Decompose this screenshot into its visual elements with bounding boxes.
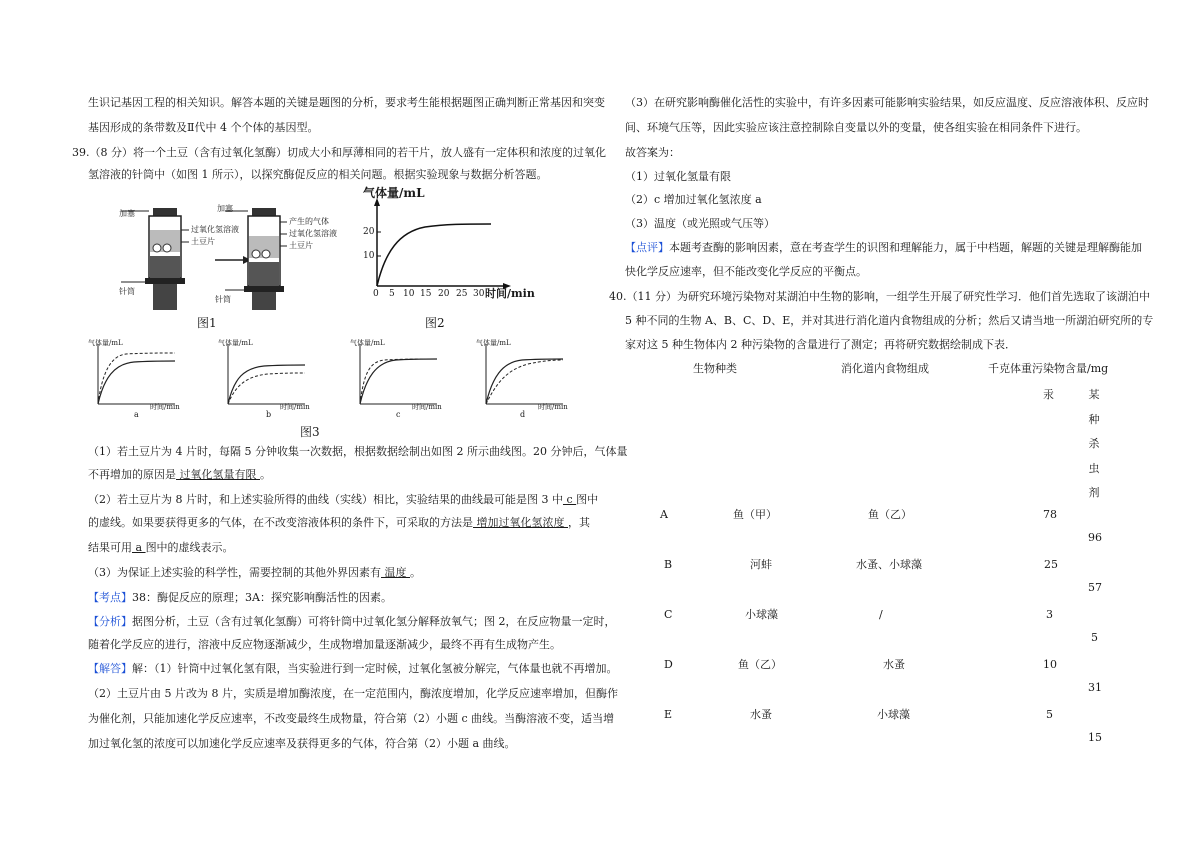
fig2-xtick: 15 [420, 289, 432, 299]
fig2-ytick-10: 10 [363, 251, 375, 261]
fig3-panel-a: a [134, 410, 139, 419]
char: 种 [1088, 412, 1100, 426]
jieda-text: 解：（1）针筒中过氧化氢有限，当实验进行到一定时候，过氧化氢被分解完，气体量也就不再增加。 [132, 662, 618, 675]
part-2b [88, 516, 590, 530]
part-2-text: （2）若土豆片为 8 片时，和上述实验所得的曲线（实线）相比，实验结果的曲线最可能是图 3 中 [88, 493, 563, 506]
jieda [88, 662, 618, 676]
label-potato-2: 土豆片 [289, 241, 313, 250]
fig3-panel-b: b [266, 410, 272, 419]
label-stopper-1: 加塞 [119, 209, 135, 218]
punct: 。 [410, 566, 421, 579]
table-cell-species: 水蚤 [750, 708, 772, 721]
char: 剂 [1088, 486, 1100, 499]
table-cell-pesticide: 57 [1088, 581, 1102, 594]
table-subheader-mercury: 汞 [1043, 388, 1054, 401]
jieda-tag: 【解答】 [88, 662, 132, 675]
part-2 [88, 493, 598, 507]
figure-3-panels [80, 338, 580, 418]
table-header-food: 消化道内食物组成 [841, 362, 929, 375]
fig3-ylabel: 气体量/mL [218, 339, 253, 347]
table-row-id: B [664, 558, 673, 571]
figure-1-caption: 图1 [197, 316, 217, 330]
part-2c-answer: a [132, 541, 146, 554]
table-cell-pesticide: 96 [1088, 531, 1102, 544]
table-subheader-pesticide [1087, 386, 1101, 509]
table-row-id: E [664, 708, 673, 721]
label-syringe-2: 针筒 [215, 295, 231, 304]
table-cell-food: 水蚤、小球藻 [856, 558, 922, 571]
fig3-xlabel: 时间/min [538, 403, 568, 411]
table-header-species: 生物种类 [693, 362, 737, 375]
fig2-ytick-20: 20 [363, 227, 375, 237]
fig3-ylabel: 气体量/mL [88, 339, 123, 347]
part-2b-answer: 增加过氧化氢浓度 [473, 516, 568, 529]
dianping-2: 快化学反应速率，但不能改变化学反应的平衡点。 [625, 265, 867, 278]
figure-2-caption: 图2 [425, 316, 445, 330]
table-cell-pesticide: 15 [1088, 731, 1102, 744]
table-cell-mercury: 5 [1046, 708, 1053, 721]
table-cell-mercury: 25 [1044, 558, 1058, 571]
figure-1-apparatus [115, 200, 355, 315]
label-potato-1: 土豆片 [191, 237, 215, 246]
table-cell-food: / [879, 608, 883, 621]
question-39-stem: 39.（8 分）将一个土豆（含有过氧化氢酶）切成大小和厚薄相同的若干片，放人盛有一定体积和浓度的过氧化 [72, 146, 606, 159]
dianping-tag: 【点评】 [625, 241, 669, 254]
table-header-pollutant: 千克体重污染物含量/mg [988, 362, 1109, 375]
char: 虫 [1088, 461, 1100, 475]
dianping-text: 本题考查酶的影响因素，意在考查学生的识图和理解能力，属于中档题，解题的关键是理解酶能加 [669, 241, 1142, 254]
jieda-3: 为催化剂，只能加速化学反应速率，不改变最终生成物量，符合第（2）小题 c 曲线。当酶溶液不变，适当增 [88, 712, 615, 725]
figure-2-chart [355, 186, 545, 308]
table-cell-species: 鱼（甲） [733, 508, 777, 521]
question-40-stem-2: 5 种不同的生物 A、B、C、D、E，并对其进行消化道内食物组成的分析；然后又请当地一所湖泊研究所的专 [625, 314, 1154, 327]
fig2-xtick: 0 [373, 289, 379, 299]
table-row-id: C [664, 608, 673, 621]
table-cell-species: 河蚌 [750, 558, 772, 571]
fig3-xlabel: 时间/min [412, 403, 442, 411]
text-line: 生识记基因工程的相关知识。解答本题的关键是题图的分析，要求考生能根据题图正确判断正常基因和突变 [88, 96, 605, 109]
text-line: 间、环境气压等，因此实验应该注意控制除自变量以外的变量，使各组实验在相同条件下进行。 [625, 121, 1087, 134]
part-3-answer: 温度 [381, 566, 410, 579]
kaodian-text: 38：酶促反应的原理；3A：探究影响酶活性的因素。 [132, 591, 392, 604]
question-39-stem-2: 氢溶液的针筒中（如图 1 所示），以探究酶促反应的相关问题。根据实验现象与数据分析答题。 [88, 168, 548, 181]
fig2-xtick: 20 [438, 289, 450, 299]
table-cell-food: 水蚤 [883, 658, 905, 671]
answer-heading: 故答案为： [625, 146, 680, 159]
part-2c-text: 结果可用 [88, 541, 132, 554]
part-1-answer: 过氧化氢量有限 [176, 468, 260, 481]
table-cell-pesticide: 5 [1091, 631, 1098, 644]
text-line: 基因形成的条带数及Ⅱ代中 4 个个体的基因型。 [88, 121, 319, 134]
char: 杀 [1088, 437, 1100, 450]
table-cell-species: 小球藻 [745, 608, 778, 621]
fig2-ylabel: 气体量/mL [363, 186, 425, 200]
part-2c [88, 541, 234, 555]
fenxi-text: 据图分析，土豆（含有过氧化氢酶）可将针筒中过氧化氢分解释放氧气；图 2，在反应物量一定时， [132, 615, 616, 628]
question-40-stem: 40.（11 分）为研究环境污染物对某湖泊中生物的影响，一组学生开展了研究性学习．他们首先选取了该湖泊中 [609, 290, 1150, 303]
table-cell-species: 鱼（乙） [738, 658, 782, 671]
table-row-id: D [664, 658, 673, 671]
table-cell-food: 小球藻 [877, 708, 910, 721]
part-2-answer: c [562, 493, 577, 506]
label-stopper-2: 加塞 [217, 204, 233, 213]
fenxi-tag: 【分析】 [88, 615, 132, 628]
fig2-xtick: 25 [456, 289, 468, 299]
table-cell-pesticide: 31 [1088, 681, 1102, 694]
kaodian-tag: 【考点】 [88, 591, 132, 604]
table-row-id: A [660, 508, 668, 521]
char: 某 [1088, 388, 1100, 401]
fig2-xlabel: 时间/min [485, 287, 535, 300]
part-2b-end: ，其 [568, 516, 590, 529]
table-cell-mercury: 3 [1046, 608, 1053, 621]
text-line: （3）在研究影响酶催化活性的实验中，有许多因素可能影响实验结果，如反应温度、反应溶液体积、反应时 [625, 96, 1149, 109]
question-40-stem-3: 家对这 5 种生物体内 2 种污染物的含量进行了测定；再将研究数据绘制成下表． [625, 338, 1016, 351]
table-cell-mercury: 10 [1043, 658, 1057, 671]
jieda-4: 加过氧化氢的浓度可以加速化学反应速率及获得更多的气体，符合第（2）小题 a 曲线。 [88, 737, 516, 750]
jieda-2: （2）土豆片由 5 片改为 8 片，实质是增加酶浓度，在一定范围内，酶浓度增加，化学反应速率增加，但酶作 [88, 687, 618, 700]
part-2c-end: 图中的虚线表示。 [145, 541, 234, 554]
part-3-text: （3）为保证上述实验的科学性，需要控制的其他外界因素有 [88, 566, 381, 579]
part-1: （1）若土豆片为 4 片时，每隔 5 分钟收集一次数据，根据数据绘制出如图 2 所示曲线图。20 分钟后，气体量 [88, 445, 628, 458]
kaodian [88, 591, 392, 605]
figure-3-caption: 图3 [300, 425, 320, 439]
fig3-panel-c: c [396, 410, 401, 419]
dianping [625, 241, 1142, 255]
fig2-xtick: 5 [389, 289, 395, 299]
part-3 [88, 566, 421, 580]
fenxi-2: 随着化学反应的进行，溶液中反应物逐渐减少，生成物增加量逐渐减少，最终不再有生成物产生。 [88, 638, 561, 651]
punct: 。 [260, 468, 271, 481]
fig3-ylabel: 气体量/mL [476, 339, 511, 347]
answer-2: （2）c 增加过氧化氢浓度 a [625, 193, 762, 206]
label-h2o2-2: 过氧化氢溶液 [289, 229, 337, 238]
fig3-xlabel: 时间/min [280, 403, 310, 411]
part-2b-text: 的虚线。如果要获得更多的气体，在不改变溶液体积的条件下，可采取的方法是 [88, 516, 473, 529]
answer-1: （1）过氧化氢量有限 [625, 170, 731, 183]
fenxi [88, 615, 616, 629]
part-1-answer-line [88, 468, 271, 482]
answer-3: （3）温度（或光照或气压等） [625, 217, 775, 230]
fig3-ylabel: 气体量/mL [350, 339, 385, 347]
label-h2o2-1: 过氧化氢溶液 [191, 225, 239, 234]
table-cell-food: 鱼（乙） [868, 508, 912, 521]
part-1-text: 不再增加的原因是 [88, 468, 176, 481]
label-gas: 产生的气体 [289, 217, 329, 226]
fig3-xlabel: 时间/min [150, 403, 180, 411]
fig2-xtick: 10 [403, 289, 415, 299]
fig2-xtick: 30 [473, 289, 485, 299]
table-cell-mercury: 78 [1043, 508, 1057, 521]
fig3-panel-d: d [520, 410, 526, 419]
part-2-text-end: 图中 [576, 493, 599, 506]
label-syringe-1: 针筒 [119, 287, 135, 296]
